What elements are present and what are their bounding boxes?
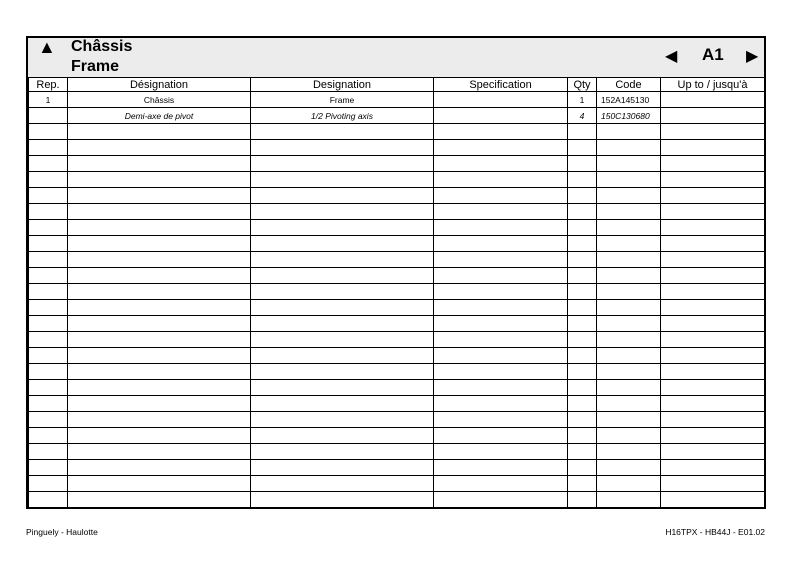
cell-empty [29,172,68,188]
cell-empty [568,204,597,220]
cell-empty [68,428,251,444]
cell-empty [29,492,68,508]
parts-table [28,77,765,508]
cell-empty [568,172,597,188]
cell-empty [68,348,251,364]
table-row-empty [29,428,765,444]
cell-empty [661,188,765,204]
cell-empty [568,252,597,268]
footer-company: Pinguely - Haulotte [26,527,98,537]
cell-designation-fr: Demi-axe de pivot [68,108,251,124]
cell-empty [597,348,661,364]
cell-empty [661,396,765,412]
cell-empty [661,348,765,364]
cell-empty [29,444,68,460]
cell-empty [434,124,568,140]
table-row-empty [29,220,765,236]
cell-empty [434,444,568,460]
cell-empty [29,300,68,316]
cell-empty [568,412,597,428]
cell-empty [568,332,597,348]
parts-list-frame [26,36,766,509]
cell-empty [29,252,68,268]
title-french: Châssis [71,38,133,55]
cell-empty [661,364,765,380]
cell-empty [434,492,568,508]
cell-empty [661,300,765,316]
cell-empty [597,284,661,300]
cell-up-to [661,108,765,124]
cell-empty [597,492,661,508]
prev-sheet-icon[interactable]: ◀ [665,48,678,65]
cell-designation-en: Frame [251,92,434,108]
cell-empty [29,236,68,252]
table-row-empty [29,412,765,428]
cell-empty [29,428,68,444]
cell-rep [29,108,68,124]
cell-empty [251,460,434,476]
table-row-empty [29,188,765,204]
cell-empty [68,268,251,284]
cell-empty [251,252,434,268]
table-row-empty [29,284,765,300]
table-row [29,108,765,124]
cell-empty [251,172,434,188]
cell-empty [434,140,568,156]
cell-empty [568,444,597,460]
cell-empty [661,444,765,460]
sheet-header [28,38,764,77]
col-header-up-to: Up to / jusqu'à [661,78,765,92]
table-row-empty [29,396,765,412]
cell-empty [251,188,434,204]
cell-qty: 4 [568,108,597,124]
cell-empty [568,348,597,364]
cell-empty [597,172,661,188]
sheet-id: A1 [702,45,724,64]
cell-empty [29,332,68,348]
cell-empty [68,444,251,460]
table-header-row [29,78,765,92]
cell-empty [29,204,68,220]
cell-empty [597,252,661,268]
col-header-rep: Rep. [29,78,68,92]
cell-empty [597,476,661,492]
cell-empty [434,364,568,380]
cell-designation-en: 1/2 Pivoting axis [251,108,434,124]
cell-empty [661,428,765,444]
cell-empty [68,204,251,220]
cell-empty [251,236,434,252]
cell-empty [434,188,568,204]
cell-empty [597,140,661,156]
cell-empty [597,412,661,428]
cell-empty [29,140,68,156]
cell-empty [597,380,661,396]
cell-empty [251,300,434,316]
col-header-designation-en: Designation [251,78,434,92]
cell-empty [434,476,568,492]
cell-empty [251,268,434,284]
cell-empty [661,140,765,156]
cell-empty [29,476,68,492]
cell-empty [568,396,597,412]
cell-empty [568,268,597,284]
cell-empty [68,220,251,236]
table-row-empty [29,444,765,460]
cell-empty [568,428,597,444]
table-row-empty [29,492,765,508]
cell-empty [434,332,568,348]
cell-empty [568,156,597,172]
cell-empty [568,220,597,236]
cell-empty [568,460,597,476]
cell-empty [68,236,251,252]
cell-empty [568,492,597,508]
cell-empty [29,316,68,332]
cell-empty [434,284,568,300]
cell-empty [597,316,661,332]
table-row-empty [29,300,765,316]
cell-specification [434,108,568,124]
table-row [29,92,765,108]
cell-empty [251,428,434,444]
table-row-empty [29,460,765,476]
table-row-empty [29,268,765,284]
table-row-empty [29,348,765,364]
cell-empty [251,156,434,172]
cell-empty [29,460,68,476]
cell-empty [597,396,661,412]
cell-empty [597,428,661,444]
cell-empty [661,252,765,268]
cell-empty [29,412,68,428]
cell-qty: 1 [568,92,597,108]
cell-empty [251,124,434,140]
cell-empty [251,204,434,220]
cell-empty [661,204,765,220]
cell-empty [29,124,68,140]
cell-rep: 1 [29,92,68,108]
col-header-qty: Qty [568,78,597,92]
cell-empty [68,492,251,508]
cell-empty [68,412,251,428]
table-row-empty [29,172,765,188]
cell-empty [661,172,765,188]
table-row-empty [29,156,765,172]
cell-empty [434,316,568,332]
cell-empty [251,380,434,396]
cell-empty [29,380,68,396]
cell-empty [597,332,661,348]
cell-empty [434,268,568,284]
cell-empty [68,476,251,492]
cell-empty [434,380,568,396]
cell-empty [251,284,434,300]
cell-empty [251,140,434,156]
cell-empty [597,204,661,220]
title-english: Frame [71,58,120,75]
cell-empty [29,284,68,300]
cell-empty [434,300,568,316]
cell-empty [661,236,765,252]
cell-empty [68,380,251,396]
cell-empty [568,188,597,204]
cell-empty [68,172,251,188]
cell-empty [661,124,765,140]
cell-empty [434,252,568,268]
cell-empty [568,140,597,156]
cell-empty [251,220,434,236]
cell-empty [434,428,568,444]
table-row-empty [29,236,765,252]
cell-empty [29,348,68,364]
cell-empty [661,460,765,476]
cell-up-to [661,92,765,108]
cell-empty [568,364,597,380]
cell-empty [68,396,251,412]
cell-empty [597,364,661,380]
table-row-empty [29,204,765,220]
cell-empty [661,412,765,428]
cell-empty [568,284,597,300]
cell-empty [661,268,765,284]
table-row-empty [29,316,765,332]
cell-empty [434,236,568,252]
cell-empty [29,188,68,204]
cell-empty [434,460,568,476]
cell-empty [568,316,597,332]
cell-empty [68,364,251,380]
cell-empty [568,236,597,252]
cell-designation-fr: Châssis [68,92,251,108]
cell-empty [251,332,434,348]
col-header-designation-fr: Désignation [68,78,251,92]
cell-empty [661,476,765,492]
cell-empty [661,332,765,348]
cell-empty [29,268,68,284]
table-row-empty [29,140,765,156]
cell-empty [568,300,597,316]
cell-empty [68,284,251,300]
cell-empty [568,380,597,396]
table-row-empty [29,332,765,348]
cell-empty [68,460,251,476]
cell-empty [68,124,251,140]
cell-empty [434,220,568,236]
cell-empty [434,396,568,412]
cell-empty [597,124,661,140]
cell-empty [29,220,68,236]
cell-code: 152A145130 [597,92,661,108]
cell-empty [434,204,568,220]
col-header-specification: Specification [434,78,568,92]
cell-empty [68,140,251,156]
cell-empty [597,444,661,460]
cell-empty [251,444,434,460]
cell-specification [434,92,568,108]
cell-empty [434,412,568,428]
cell-empty [434,348,568,364]
cell-empty [661,156,765,172]
cell-empty [68,332,251,348]
cell-empty [597,300,661,316]
cell-empty [568,124,597,140]
cell-empty [597,236,661,252]
cell-empty [597,220,661,236]
cell-empty [68,300,251,316]
cell-empty [661,316,765,332]
cell-empty [29,396,68,412]
cell-empty [68,252,251,268]
cell-empty [251,476,434,492]
cell-empty [661,380,765,396]
cell-code: 150C130680 [597,108,661,124]
up-arrow-icon[interactable]: ▲ [38,37,56,57]
cell-empty [29,364,68,380]
cell-empty [68,316,251,332]
cell-empty [661,492,765,508]
cell-empty [568,476,597,492]
cell-empty [661,284,765,300]
cell-empty [597,460,661,476]
next-sheet-icon[interactable]: ▶ [746,48,759,65]
cell-empty [251,316,434,332]
cell-empty [597,188,661,204]
table-row-empty [29,476,765,492]
cell-empty [68,156,251,172]
cell-empty [29,156,68,172]
table-row-empty [29,124,765,140]
cell-empty [251,492,434,508]
cell-empty [251,396,434,412]
cell-empty [68,188,251,204]
cell-empty [251,412,434,428]
table-row-empty [29,364,765,380]
cell-empty [597,156,661,172]
footer-reference: H16TPX - HB44J - E01.02 [665,527,765,537]
cell-empty [661,220,765,236]
col-header-code: Code [597,78,661,92]
cell-empty [434,156,568,172]
cell-empty [597,268,661,284]
cell-empty [251,348,434,364]
table-row-empty [29,252,765,268]
cell-empty [251,364,434,380]
cell-empty [434,172,568,188]
table-row-empty [29,380,765,396]
